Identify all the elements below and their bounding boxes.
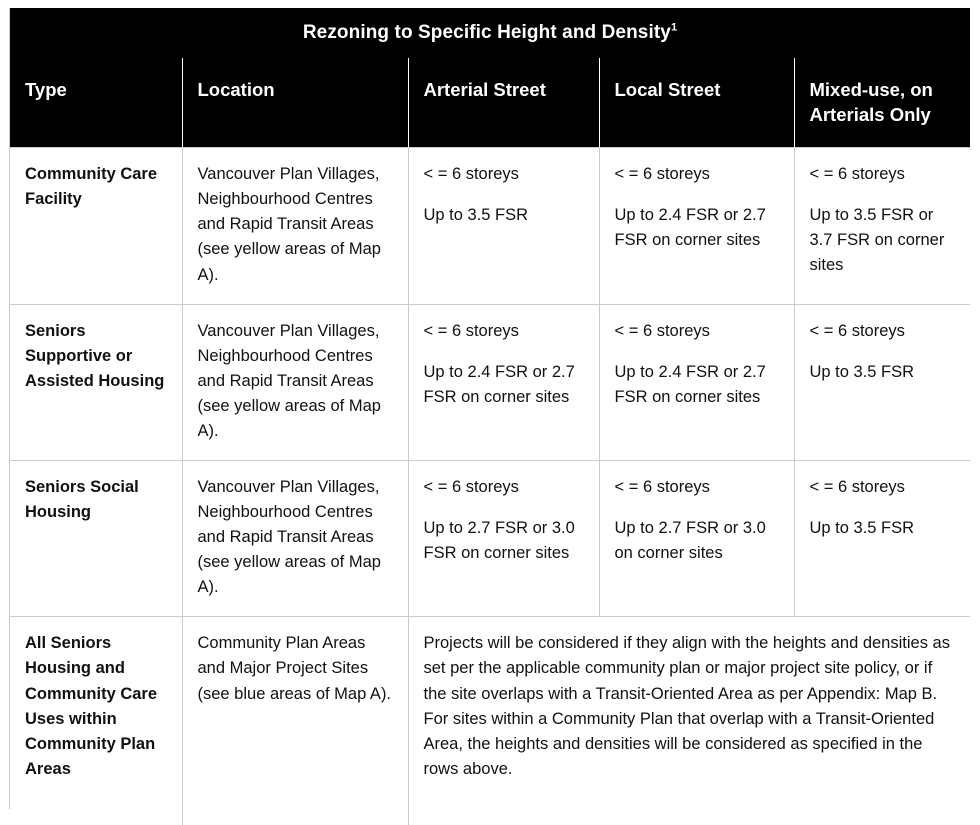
table-title-row xyxy=(10,8,970,58)
density-value: Up to 3.5 FSR xyxy=(423,206,529,225)
table-title xyxy=(10,8,970,58)
cell-location: Vancouver Plan Villages, Neighbourhood Centres and Rapid Transit Areas (see yellow areas of Map A). xyxy=(182,304,408,460)
storeys-value: < = 6 storeys xyxy=(614,165,710,184)
storeys-value: < = 6 storeys xyxy=(614,477,710,496)
cell-type: All Seniors Housing and Community Care Uses within Community Plan Areas xyxy=(10,617,182,825)
table-title-footnote-marker: 1 xyxy=(670,21,678,34)
cell-mixed-use xyxy=(794,304,970,460)
cell-type: Seniors Supportive or Assisted Housing xyxy=(10,304,182,460)
cell-location: Vancouver Plan Villages, Neighbourhood Centres and Rapid Transit Areas (see yellow areas of Map A). xyxy=(182,460,408,616)
cell-type: Seniors Social Housing xyxy=(10,460,182,616)
density-value: Up to 2.4 FSR or 2.7 FSR on corner sites xyxy=(614,206,766,250)
table-container xyxy=(9,8,969,809)
cell-arterial-street xyxy=(408,148,599,304)
density-value: Up to 3.5 FSR xyxy=(809,519,915,538)
cell-type: Community Care Facility xyxy=(10,148,182,304)
table-title-text: Rezoning to Specific Height and Density xyxy=(302,22,671,43)
cell-local-street xyxy=(599,460,794,616)
storeys-value: < = 6 storeys xyxy=(809,165,905,184)
storeys-value: < = 6 storeys xyxy=(423,165,519,184)
table-header-row xyxy=(10,58,970,148)
column-header-mixed-use: Mixed-use, on Arterials Only xyxy=(794,58,970,148)
column-header-type: Type xyxy=(10,58,182,148)
cell-local-street xyxy=(599,148,794,304)
cell-location: Community Plan Areas and Major Project Sites (see blue areas of Map A). xyxy=(182,617,408,825)
density-value: Up to 3.5 FSR or 3.7 FSR on corner sites xyxy=(809,206,945,275)
density-value: Up to 2.7 FSR or 3.0 FSR on corner sites xyxy=(423,519,575,563)
storeys-value: < = 6 storeys xyxy=(809,321,905,340)
cell-merged-note: Projects will be considered if they align with the heights and densities as set per the applicable community plan or major project site policy, or if the site overlaps with a Transit-Oriented Area as per Appendix: Map B. For sites within a Community Plan that overlap with a Transit-Oriented Area, the heights and densities will be considered as specified in the rows above. xyxy=(408,617,970,825)
column-header-location: Location xyxy=(182,58,408,148)
column-header-arterial-street: Arterial Street xyxy=(408,58,599,148)
density-value: Up to 3.5 FSR xyxy=(809,362,915,381)
table-row xyxy=(10,460,970,616)
storeys-value: < = 6 storeys xyxy=(423,321,519,340)
cell-mixed-use xyxy=(794,148,970,304)
storeys-value: < = 6 storeys xyxy=(423,477,519,496)
storeys-value: < = 6 storeys xyxy=(614,321,710,340)
cell-arterial-street xyxy=(408,304,599,460)
table-row xyxy=(10,148,970,304)
storeys-value: < = 6 storeys xyxy=(809,477,905,496)
density-value: Up to 2.4 FSR or 2.7 FSR on corner sites xyxy=(614,362,766,406)
cell-location: Vancouver Plan Villages, Neighbourhood Centres and Rapid Transit Areas (see yellow areas of Map A). xyxy=(182,148,408,304)
density-value: Up to 2.7 FSR or 3.0 on corner sites xyxy=(614,519,766,563)
cell-local-street xyxy=(599,304,794,460)
column-header-local-street: Local Street xyxy=(599,58,794,148)
cell-mixed-use xyxy=(794,460,970,616)
rezoning-table xyxy=(10,8,970,825)
cell-arterial-street xyxy=(408,460,599,616)
density-value: Up to 2.4 FSR or 2.7 FSR on corner sites xyxy=(423,362,575,406)
table-row xyxy=(10,304,970,460)
table-row xyxy=(10,617,970,825)
